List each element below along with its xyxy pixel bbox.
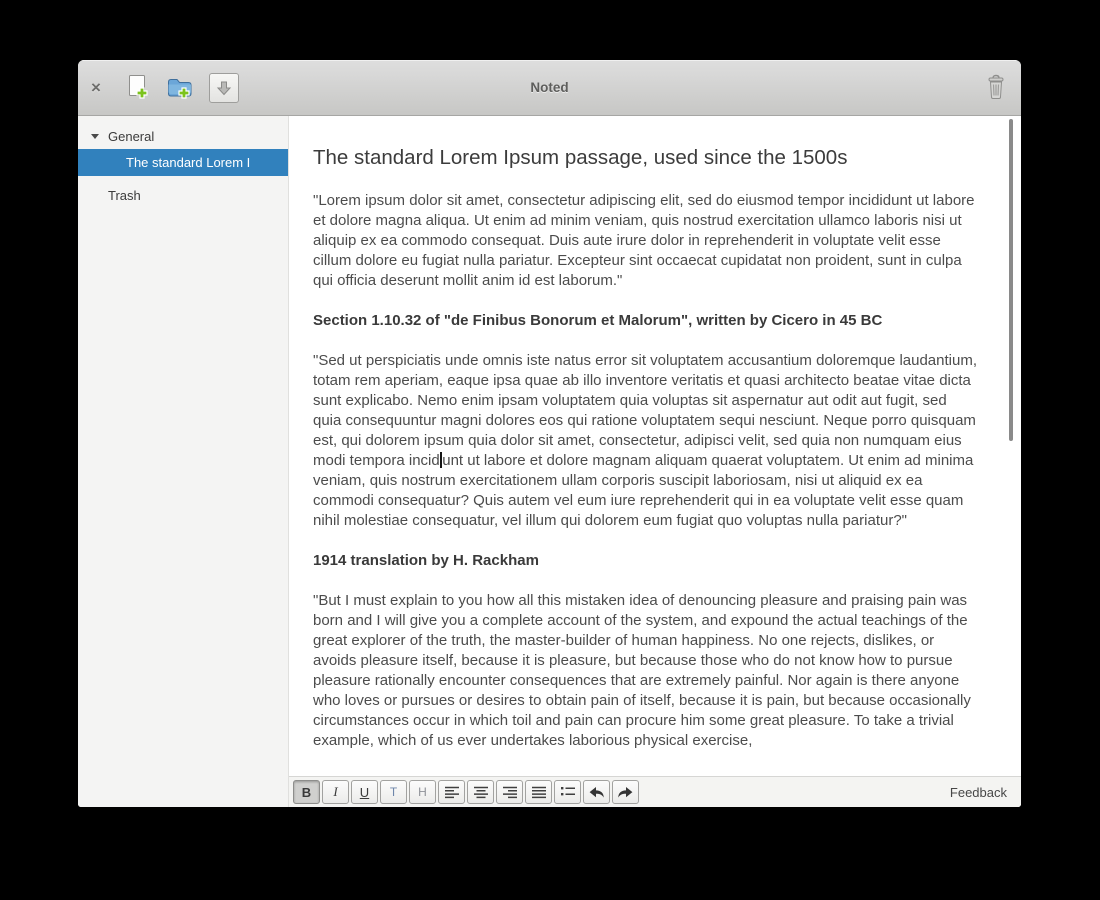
redo-icon: [617, 785, 634, 800]
bullet-list-button[interactable]: [554, 780, 581, 804]
bullet-list-icon: [560, 785, 576, 799]
header-toolbar: [125, 73, 239, 103]
close-icon[interactable]: ×: [91, 78, 101, 97]
plain-text-button[interactable]: T: [380, 780, 407, 804]
note-title: The standard Lorem Ipsum passage, used since the 1500s: [313, 146, 848, 169]
new-folder-icon: [166, 74, 194, 102]
paragraph-cicero-after-caret: unt ut labore et dolore magnam aliquam quaerat voluptatem. Ut enim ad minima veniam, quis nostrum exercitationem ullam corporis suscipit laboriosam, nisi ut aliquid ex ea commodi consequatur? Quis autem vel eum iure reprehenderit qui in ea voluptate velit esse quam nihil molestiae consequatur, vel illum qui dolorem eum fugiat quo voluptas nulla pariatur?": [313, 452, 974, 529]
trash-button[interactable]: [985, 74, 1007, 100]
new-note-button[interactable]: [125, 74, 151, 102]
heading-button[interactable]: H: [409, 780, 436, 804]
sidebar: [78, 116, 289, 807]
new-folder-button[interactable]: [166, 74, 194, 102]
trash-icon: [985, 74, 1007, 100]
app-window: [78, 60, 1021, 807]
underline-button[interactable]: U: [351, 780, 378, 804]
format-toolbar: [289, 776, 1021, 807]
paragraph-cicero: [313, 351, 977, 531]
paragraph-lorem: "Lorem ipsum dolor sit amet, consectetur adipiscing elit, sed do eiusmod tempor incididunt ut labore et dolore magna aliqua. Ut enim ad minim veniam, quis nostrud exercitation ullamco laboris nisi ut aliquip ex ea commodo consequat. Duis aute irure dolor in reprehenderit in voluptate velit esse cillum dolore eu fugiat nulla pariatur. Excepteur sint occaecat cupidatat non proident, sunt in culpa qui officia deserunt mollit anim id est laborum.": [313, 192, 975, 289]
italic-button[interactable]: I: [322, 780, 349, 804]
download-arrow-icon: [216, 80, 232, 96]
category-label: General: [108, 128, 155, 144]
new-note-icon: [125, 74, 151, 102]
save-button[interactable]: [209, 73, 239, 103]
align-center-icon: [473, 785, 489, 799]
sidebar-category-general[interactable]: [78, 123, 288, 149]
undo-icon: [588, 785, 605, 800]
sidebar-item-note[interactable]: [78, 149, 288, 176]
justify-icon: [531, 785, 547, 799]
bold-button[interactable]: B: [293, 780, 320, 804]
sidebar-item-trash[interactable]: [78, 182, 288, 209]
heading-cicero: Section 1.10.32 of "de Finibus Bonorum et Malorum", written by Cicero in 45 BC: [313, 312, 883, 329]
header-bar: [78, 60, 1021, 116]
paragraph-cicero-before-caret: "Sed ut perspiciatis unde omnis iste natus error sit voluptatem accusantium doloremque laudantium, totam rem aperiam, eaque ipsa quae ab illo inventore veritatis et quasi architecto beatae vitae dicta sunt explicabo. Nemo enim ipsam voluptatem quia voluptas sit aspernatur aut odit aut fugit, sed quia consequuntur magni dolores eos qui ratione voluptatem sequi nesciunt. Neque porro quisquam est, qui dolorem ipsum quia dolor sit amet, consectetur, adipisci velit, sed quia non numquam eius modi tempora incid: [313, 352, 977, 469]
justify-button[interactable]: [525, 780, 552, 804]
align-right-button[interactable]: [496, 780, 523, 804]
main-area: [78, 116, 1021, 807]
align-center-button[interactable]: [467, 780, 494, 804]
undo-button[interactable]: [583, 780, 610, 804]
feedback-link[interactable]: Feedback: [949, 784, 1007, 800]
align-right-icon: [502, 785, 518, 799]
align-left-icon: [444, 785, 460, 799]
trash-item-label: Trash: [108, 188, 141, 203]
redo-button[interactable]: [612, 780, 639, 804]
align-left-button[interactable]: [438, 780, 465, 804]
heading-rackham: 1914 translation by H. Rackham: [313, 552, 539, 569]
scrollbar-thumb[interactable]: [1009, 119, 1013, 441]
note-item-label: The standard Lorem I: [126, 155, 251, 170]
paragraph-rackham: "But I must explain to you how all this mistaken idea of denouncing pleasure and praising pain was born and I will give you a complete account of the system, and expound the actual teachings of the great explorer of the truth, the master-builder of human happiness. No one rejects, dislikes, or avoids pleasure itself, because it is pleasure, but because those who do not know how to pursue pleasure rationally encounter consequences that are extremely painful. Nor again is there anyone who loves or pursues or desires to obtain pain of itself, because it is pain, but because occasionally circumstances occur in which toil and pain can procure him some great pleasure. To take a trivial example, which of us ever undertakes laborious physical exercise,: [313, 592, 971, 749]
editor-pane: [289, 116, 1021, 807]
window-title: Noted: [530, 80, 569, 95]
note-editor[interactable]: [289, 116, 1021, 776]
chevron-down-icon[interactable]: [91, 134, 99, 139]
